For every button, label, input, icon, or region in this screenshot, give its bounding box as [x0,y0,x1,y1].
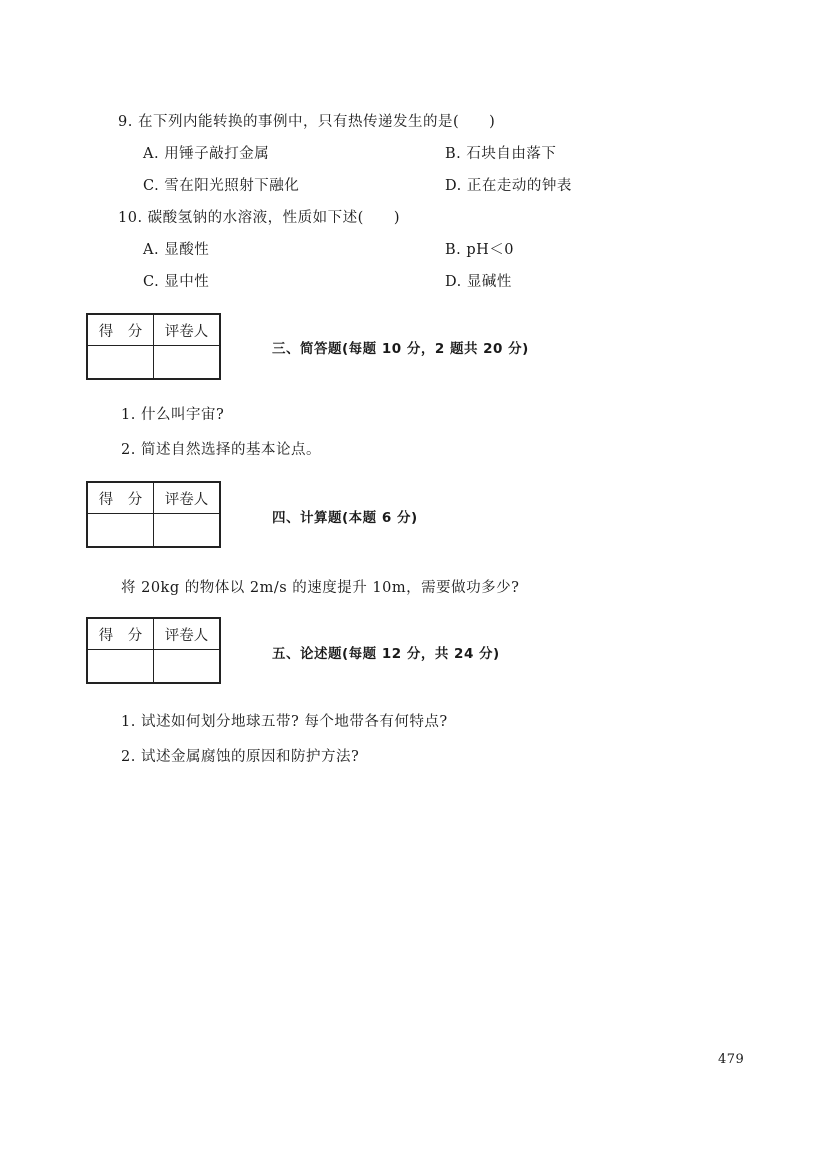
q9-stem: 9. 在下列内能转换的事例中，只有热传递发生的是( ) [118,114,496,130]
score-cell [87,346,154,380]
grader-cell [154,650,221,684]
score-header: 得 分 [87,618,154,650]
score-table-section5 [86,617,221,684]
q10-stem: 10. 碳酸氢钠的水溶液，性质如下述( ) [118,210,400,226]
score-table-section4 [86,481,221,548]
q9-option-b: B. 石块自由落下 [445,146,557,162]
section5-question-1: 1. 试述如何划分地球五带? 每个地带各有何特点? [121,714,448,730]
section4-question: 将 20kg 的物体以 2m/s 的速度提升 10m，需要做功多少? [121,580,520,596]
score-header: 得 分 [87,314,154,346]
grader-header: 评卷人 [154,314,221,346]
q10-option-a: A. 显酸性 [143,242,210,258]
q10-option-d: D. 显碱性 [445,274,512,290]
section5-title: 五、论述题(每题 12 分，共 24 分) [272,646,500,662]
q9-option-a: A. 用锤子敲打金属 [143,146,270,162]
section5-question-2: 2. 试述金属腐蚀的原因和防护方法? [121,749,360,765]
section3-question-2: 2. 简述自然选择的基本论点。 [121,442,321,458]
page-number: 479 [718,1052,745,1067]
grader-header: 评卷人 [154,618,221,650]
score-table-section3 [86,313,221,380]
section4-title: 四、计算题(本题 6 分) [272,510,418,526]
q9-option-d: D. 正在走动的钟表 [445,178,572,194]
score-header: 得 分 [87,482,154,514]
grader-header: 评卷人 [154,482,221,514]
q10-option-b: B. pH＜0 [445,242,515,258]
score-cell [87,650,154,684]
q9-option-c: C. 雪在阳光照射下融化 [143,178,300,194]
section3-title: 三、简答题(每题 10 分，2 题共 20 分) [272,341,529,357]
section3-question-1: 1. 什么叫宇宙? [121,407,225,423]
q10-option-c: C. 显中性 [143,274,210,290]
grader-cell [154,346,221,380]
grader-cell [154,514,221,548]
score-cell [87,514,154,548]
